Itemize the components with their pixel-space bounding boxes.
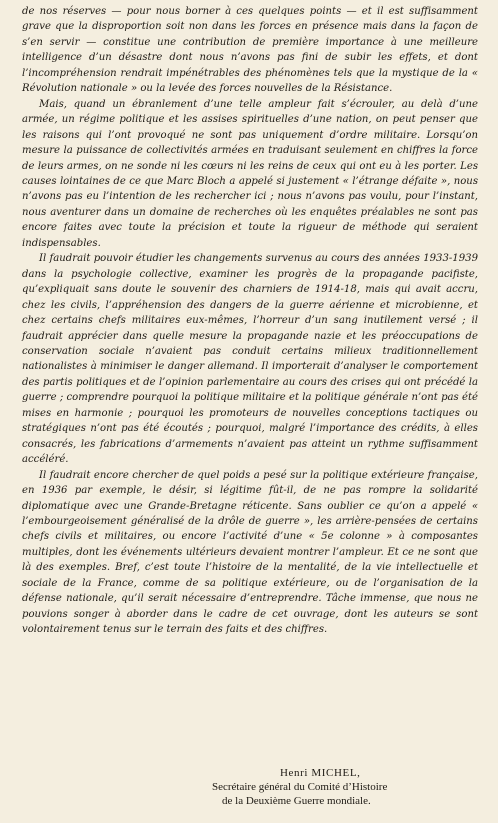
paragraph-changements: Il faudrait pouvoir étudier les changements survenus au cours des années 1933-1939 dans la psychologie collective, examiner les progrès de la propagande pacifiste, qu’expliquait sans doute le souvenir des charniers de 1914-18, mais qui avait accru, chez les civils, l’appréhension des dangers de la guerre aérienne et microbienne, et chez certains chefs militaires eux-mêmes, l’horreur d’un sang inutilement versé ; il faudrait apprécier dans quelle mesure la propagande nazie et les préoccupations de conservation sociale n’avaient pas conduit certains milieux traditionnellement nationalistes à minimiser le danger allemand. Il importerait d’analyser le comportement des partis politiques et de l’opinion parlementaire au cours des crises qui ont précédé la guerre ; comprendre pourquoi la politique militaire et la politique générale n’ont pas été mises en harmonie ; pourquoi les promoteurs de nouvelles conceptions tactiques ou stratégiques n’ont pas été écoutés ; pourquoi, malgré l’importance des crédits, à elles consacrés, les fabrications d’armements n’avaient pas atteint un rythme suffisamment accéléré. xyxy=(22,253,478,466)
body-text xyxy=(22,4,478,638)
paragraph-ebranlement: Mais, quand un ébranlement d’une telle ampleur fait s’écrouler, au delà d’une armée, un régime politique et les assises spirituelles d’une nation, on peut penser que les raisons qui l’ont provoqué ne sont pas uniquement d’ordre militaire. Lorsqu’on mesure la puissance de collectivités armées en traduisant seulement en chiffres la force de leurs armes, on ne sonde ni les cœurs ni les reins de ceux qui ont eu à les porter. Les causes lointaines de ce que Marc Bloch a appelé si justement « l’étrange défaite », nous n’avons pas eu l’intention de les rechercher ici ; nous n’avons pas voulu, pour l’instant, nous aventurer dans un domaine de recherches où les enquêtes préalables ne sont pas encore faites avec toute la précision et toute la rigueur de méthode qui seraient indispensables. xyxy=(22,98,478,249)
author-name: Henri MICHEL, xyxy=(280,767,361,779)
author-title: Secrétaire général du Comité d’Histoire xyxy=(212,781,388,793)
signature-block xyxy=(212,766,482,808)
paragraph-continuation: de nos réserves — pour nous borner à ces quelques points — et il est suffisamment grave que la disproportion soit non dans les forces en présence mais dans la façon de s’en servir — constitue une contribution de première importance à une meilleure intelligence d’un désastre dont nous n’avons pas fini de subir les effets, et dont l’incompréhension rendrait impénétrables des phénomènes tels que la mystique de la « Révolution nationale » ou la levée des forces nouvelles de la Résistance. xyxy=(22,6,478,95)
paragraph-politique-exterieure: Il faudrait encore chercher de quel poids a pesé sur la politique extérieure française, en 1936 par exemple, le désir, si légitime fût-il, de ne pas rompre la solidarité diplomatique avec une Grande-Bretagne réticente. Sans oublier ce qu’on a appelé « l’embourgeoisement généralisé de la drôle de guerre », les arrière-pensées de certains chefs civils et militaires, ou encore l’activité d’une « 5e colonne » à composantes multiples, dont les événements ultérieurs devaient montrer l’ampleur. Et ce ne sont que là des exemples. Bref, c’est toute l’histoire de la mentalité, de la vie intellectuelle et sociale de la France, comme de sa politique extérieure, ou de l’organisation de la défense nationale, qu’il serait nécessaire d’entreprendre. Tâche immense, que nous ne pouvions songer à aborder dans le cadre de cet ouvrage, dont les auteurs se sont volontairement tenus sur le terrain des faits et des chiffres. xyxy=(22,469,478,636)
author-committee: de la Deuxième Guerre mondiale. xyxy=(222,795,371,807)
